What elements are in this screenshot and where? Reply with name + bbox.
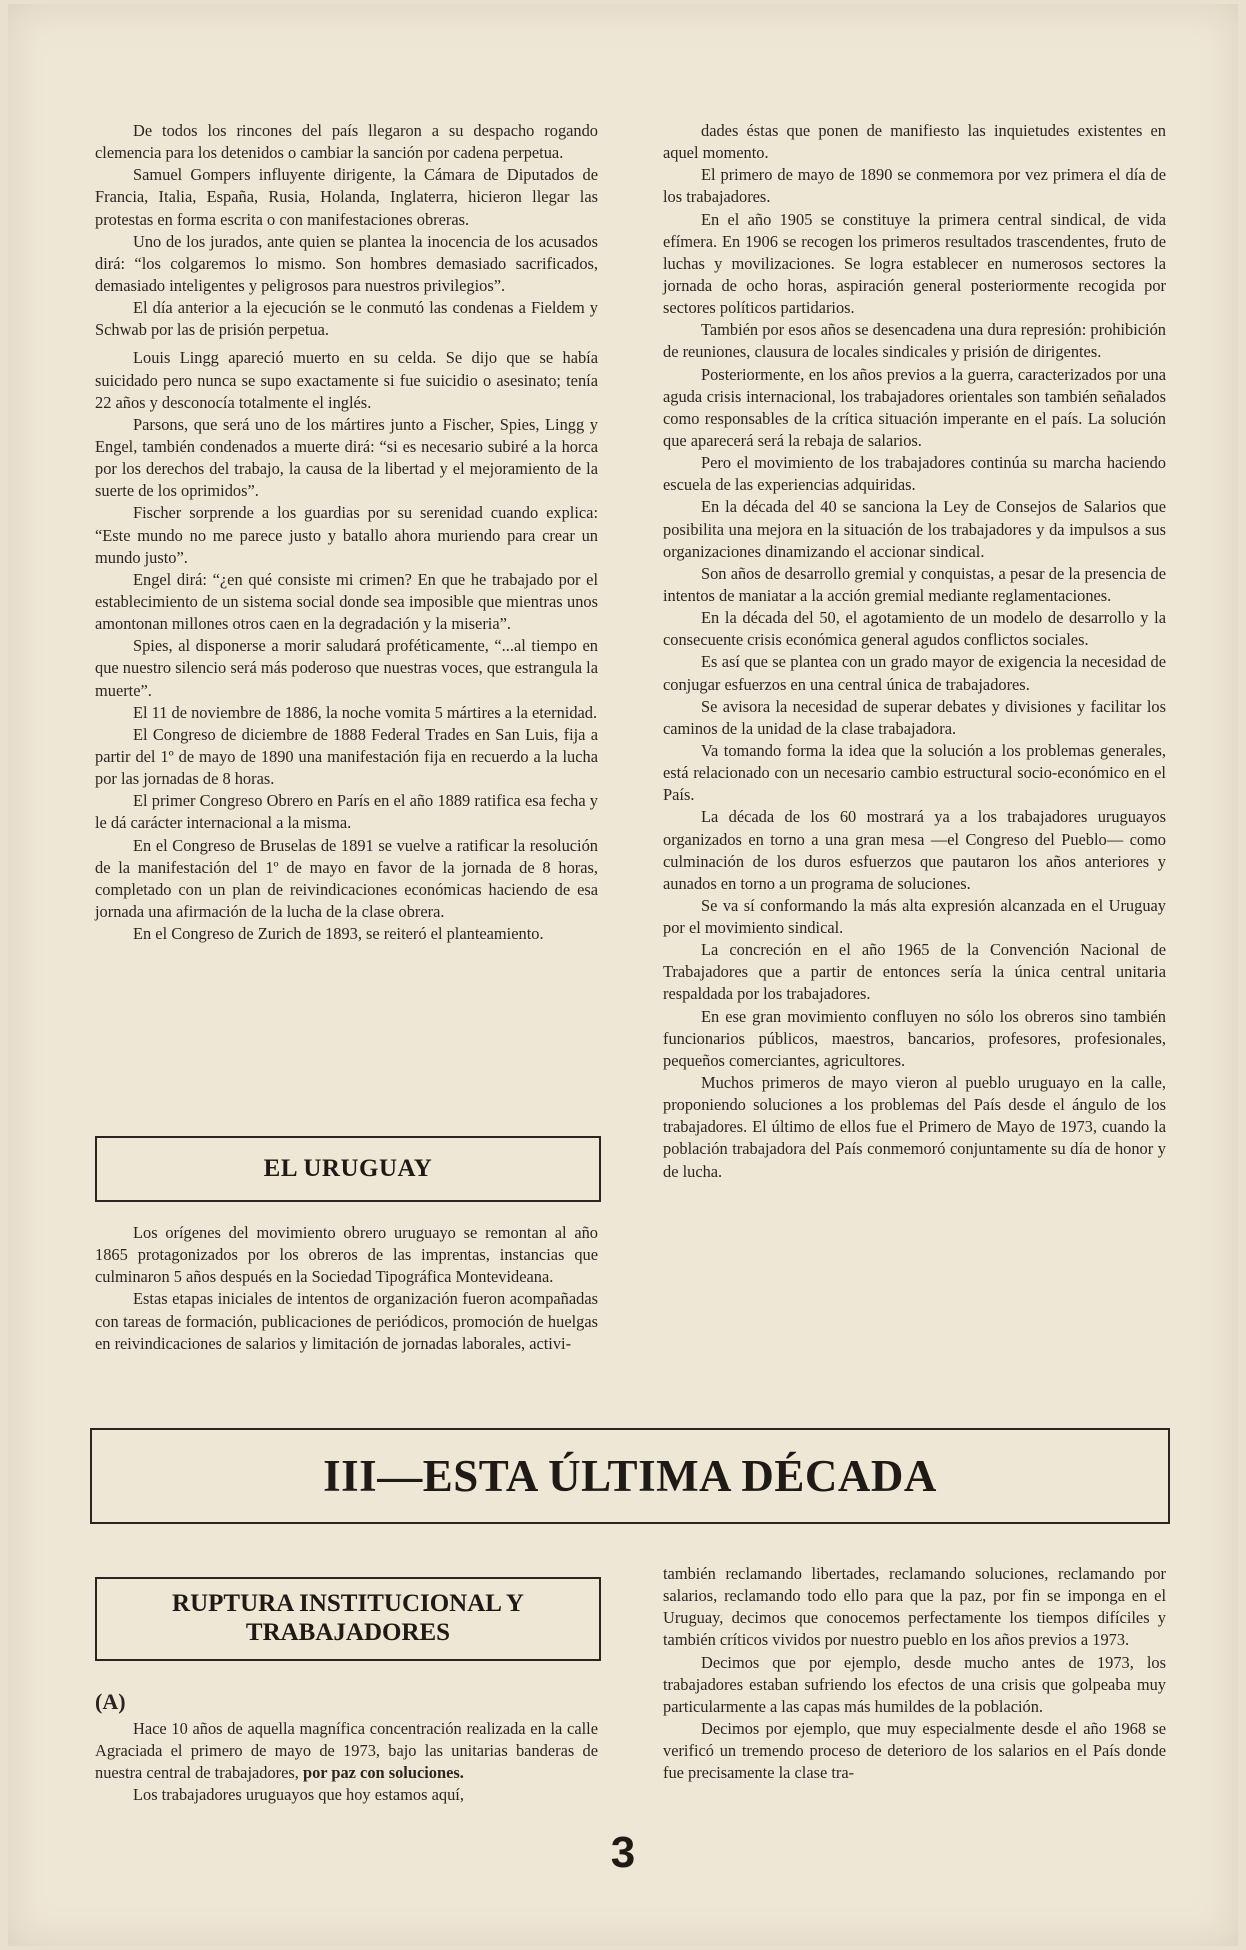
paragraph: Decimos que por ejemplo, desde mucho antes de 1973, los trabajadores estaban sufriendo los efectos de una crisis que golpeaba muy particularmente a las capas más humildes de la población. bbox=[663, 1652, 1166, 1716]
paragraph: Se va sí conformando la más alta expresión alcanzada en el Uruguay por el movimiento sindical. bbox=[663, 895, 1166, 938]
paragraph: Son años de desarrollo gremial y conquistas, a pesar de la presencia de intentos de maniatar a la acción gremial mediante reglamentaciones. bbox=[663, 563, 1166, 605]
page-number: 3 bbox=[610, 1828, 636, 1877]
left-column-bottom bbox=[95, 1718, 598, 1807]
paragraph: también reclamando libertades, reclamando soluciones, reclamando por salarios, reclamando todo ello para que la paz, por fin se imponga en el Uruguay, decimos que conocemos perfectamente los tiempos difíciles y también críticos vividos por nuestro pueblo en los años previos a 1973. bbox=[663, 1564, 1166, 1650]
paragraph: Los orígenes del movimiento obrero uruguayo se remontan al año 1865 protagonizados por los obreros de las imprentas, instancias que culminaron 5 años después en la Sociedad Tipográfica Montevideana. bbox=[95, 1223, 598, 1287]
paragraph: Samuel Gompers influyente dirigente, la Cámara de Diputados de Francia, Italia, España, Rusia, Holanda, Inglaterra, hicieron llegar las protestas en forma escrita o con manifestaciones obreras. bbox=[95, 165, 598, 229]
section-heading: RUPTURA INSTITUCIONAL Y TRABAJADORES bbox=[172, 1590, 524, 1646]
paragraph: Los trabajadores uruguayos que hoy estamos aquí, bbox=[133, 1785, 464, 1805]
paragraph: Va tomando forma la idea que la solución a los problemas generales, está relacionado con un necesario cambio estructural socio-económico en el País. bbox=[663, 740, 1166, 805]
paragraph: Pero el movimiento de los trabajadores continúa su marcha haciendo escuela de las experiencias adquiridas. bbox=[663, 453, 1166, 495]
section-label: (A) bbox=[95, 1689, 126, 1714]
paragraph: La década de los 60 mostrará ya a los trabajadores uruguayos organizados en torno a una gran mesa —el Congreso del Pueblo— como culminación de los duros esfuerzos que pautaron los años anteriores y aunados en torno a un programa de soluciones. bbox=[663, 807, 1166, 893]
paragraph bbox=[95, 1718, 598, 1784]
paragraph: En el año 1905 se constituye la primera central sindical, de vida efímera. En 1906 se recogen los primeros resultados trascendentes, fruto de luchas y movilizaciones. Se logra establecer en numerosos sectores la jornada de ocho horas, aspiración general posteriormente recogida por sectores políticos partidarios. bbox=[663, 209, 1166, 318]
left-column-top bbox=[95, 120, 598, 945]
paragraph: En el Congreso de Zurich de 1893, se reiteró el planteamiento. bbox=[133, 924, 544, 944]
emphasis-text: por paz con soluciones. bbox=[302, 1763, 464, 1783]
paragraph: En ese gran movimiento confluyen no sólo los obreros sino también funcionarios públicos, maestros, bancarios, profesores, profesionales, pequeños comerciantes, agricultores. bbox=[663, 1006, 1166, 1070]
paragraph: Se avisora la necesidad de superar debates y divisiones y facilitar los caminos de la unidad de la clase trabajadora. bbox=[663, 696, 1166, 738]
paragraph: El primer Congreso Obrero en París en el año 1889 ratifica esa fecha y le dá carácter internacional a la misma. bbox=[95, 791, 598, 833]
left-column-uruguay bbox=[95, 1222, 598, 1355]
section-heading: III—ESTA ÚLTIMA DÉCADA bbox=[323, 1451, 937, 1501]
paragraph: La concreción en el año 1965 de la Convención Nacional de Trabajadores que a partir de entonces sería la única central unitaria respaldada por los trabajadores. bbox=[663, 940, 1166, 1004]
paragraph: Posteriormente, en los años previos a la guerra, caracterizados por una aguda crisis internacional, los trabajadores orientales son también señalados como responsables de la crítica situación imperante en el país. La solución que aparecerá será la rebaja de salarios. bbox=[663, 364, 1166, 450]
paragraph: Fischer sorprende a los guardias por su serenidad cuando explica: “Este mundo no me parece justo y batallo ahora muriendo para crear un mundo justo”. bbox=[95, 503, 598, 567]
paragraph: También por esos años se desencadena una dura represión: prohibición de reuniones, clausura de locales sindicales y prisión de dirigentes. bbox=[663, 320, 1166, 362]
paragraph: Louis Lingg apareció muerto en su celda. Se dijo que se había suicidado pero nunca se supo exactamente si fue suicidio o asesinato; tenía 22 años y desconocía totalmente el inglés. bbox=[95, 348, 598, 412]
right-column-top bbox=[663, 120, 1166, 1183]
paragraph: Es así que se plantea con un grado mayor de exigencia la necesidad de conjugar esfuerzos en una central única de trabajadores. bbox=[663, 652, 1166, 694]
paragraph: Spies, al disponerse a morir saludará proféticamente, “...al tiempo en que nuestro silencio será más poderoso que nuestras voces, que estrangula la muerte”. bbox=[95, 636, 598, 700]
ruptura-heading-box bbox=[95, 1577, 601, 1661]
paragraph-text: Hace 10 años de aquella magnífica concentración realizada en la calle Agraciada el primero de mayo de 1973, bajo las unitarias banderas de nuestra central de trabajadores, bbox=[95, 1719, 598, 1783]
paragraph: El día anterior a la ejecución se le conmutó las condenas a Fieldem y Schwab por las de prisión perpetua. bbox=[95, 298, 598, 340]
paragraph: En el Congreso de Bruselas de 1891 se vuelve a ratificar la resolución de la manifestación del 1º de mayo en favor de la jornada de 8 horas, completado con un plan de reivindicaciones económicas haciendo de esa jornada una afirmación de la lucha de la clase obrera. bbox=[95, 835, 598, 921]
right-column-bottom bbox=[663, 1563, 1166, 1784]
paragraph: Uno de los jurados, ante quien se plantea la inocencia de los acusados dirá: “los colgaremos lo mismo. Son hombres demasiado sacrificados, demasiado inteligentes y peligrosos para nuestros privilegios”. bbox=[95, 231, 598, 295]
paragraph: De todos los rincones del país llegaron a su despacho rogando clemencia para los detenidos o cambiar la sanción por cadena perpetua. bbox=[95, 121, 598, 163]
paragraph: Estas etapas iniciales de intentos de organización fueron acompañadas con tareas de formación, publicaciones de periódicos, promoción de huelgas en reivindicaciones de salarios y limitación de jornadas laborales, activi- bbox=[95, 1289, 598, 1353]
paragraph: El 11 de noviembre de 1886, la noche vomita 5 mártires a la eternidad. bbox=[133, 702, 598, 722]
section-heading: EL URUGUAY bbox=[263, 1155, 433, 1182]
decade-heading-box bbox=[90, 1428, 1170, 1524]
paragraph: dades éstas que ponen de manifiesto las inquietudes existentes en aquel momento. bbox=[663, 121, 1166, 163]
paragraph: El Congreso de diciembre de 1888 Federal Trades en San Luis, fija a partir del 1º de mayo de 1890 una manifestación fija en recuerdo a la lucha por las jornadas de 8 horas. bbox=[95, 724, 598, 789]
paragraph: Muchos primeros de mayo vieron al pueblo uruguayo en la calle, proponiendo soluciones a los problemas del País desde el ángulo de los trabajadores. El último de ellos fue el Primero de Mayo de 1973, cuando la población trabajadora del País conmemoró conjuntamente su día de honor y de lucha. bbox=[663, 1073, 1166, 1181]
paragraph: En la década del 40 se sanciona la Ley de Consejos de Salarios que posibilita una mejora en la situación de los trabajadores y da impulsos a sus organizaciones dinamizando el accionar sindical. bbox=[663, 497, 1166, 561]
paragraph: Parsons, que será uno de los mártires junto a Fischer, Spies, Lingg y Engel, también condenados a muerte dirá: “si es necesario subiré a la horca por los derechos del trabajo, la causa de la libertad y el mejoramiento de la suerte de los oprimidos”. bbox=[95, 414, 598, 501]
paragraph: Decimos por ejemplo, que muy especialmente desde el año 1968 se verificó un tremendo proceso de deterioro de los salarios en el País donde fue precisamente la clase tra- bbox=[663, 1718, 1166, 1783]
paragraph: El primero de mayo de 1890 se conmemora por vez primera el día de los trabajadores. bbox=[663, 165, 1166, 207]
paragraph: En la década del 50, el agotamiento de un modelo de desarrollo y la consecuente crisis económica general agudos conflictos sociales. bbox=[663, 608, 1166, 650]
paragraph: Engel dirá: “¿en qué consiste mi crimen? En que he trabajado por el establecimiento de un sistema social donde sea imposible que mientras unos amontonan millones otros caen en la degradación y la miseria”. bbox=[95, 569, 598, 634]
uruguay-heading-box bbox=[95, 1136, 601, 1202]
